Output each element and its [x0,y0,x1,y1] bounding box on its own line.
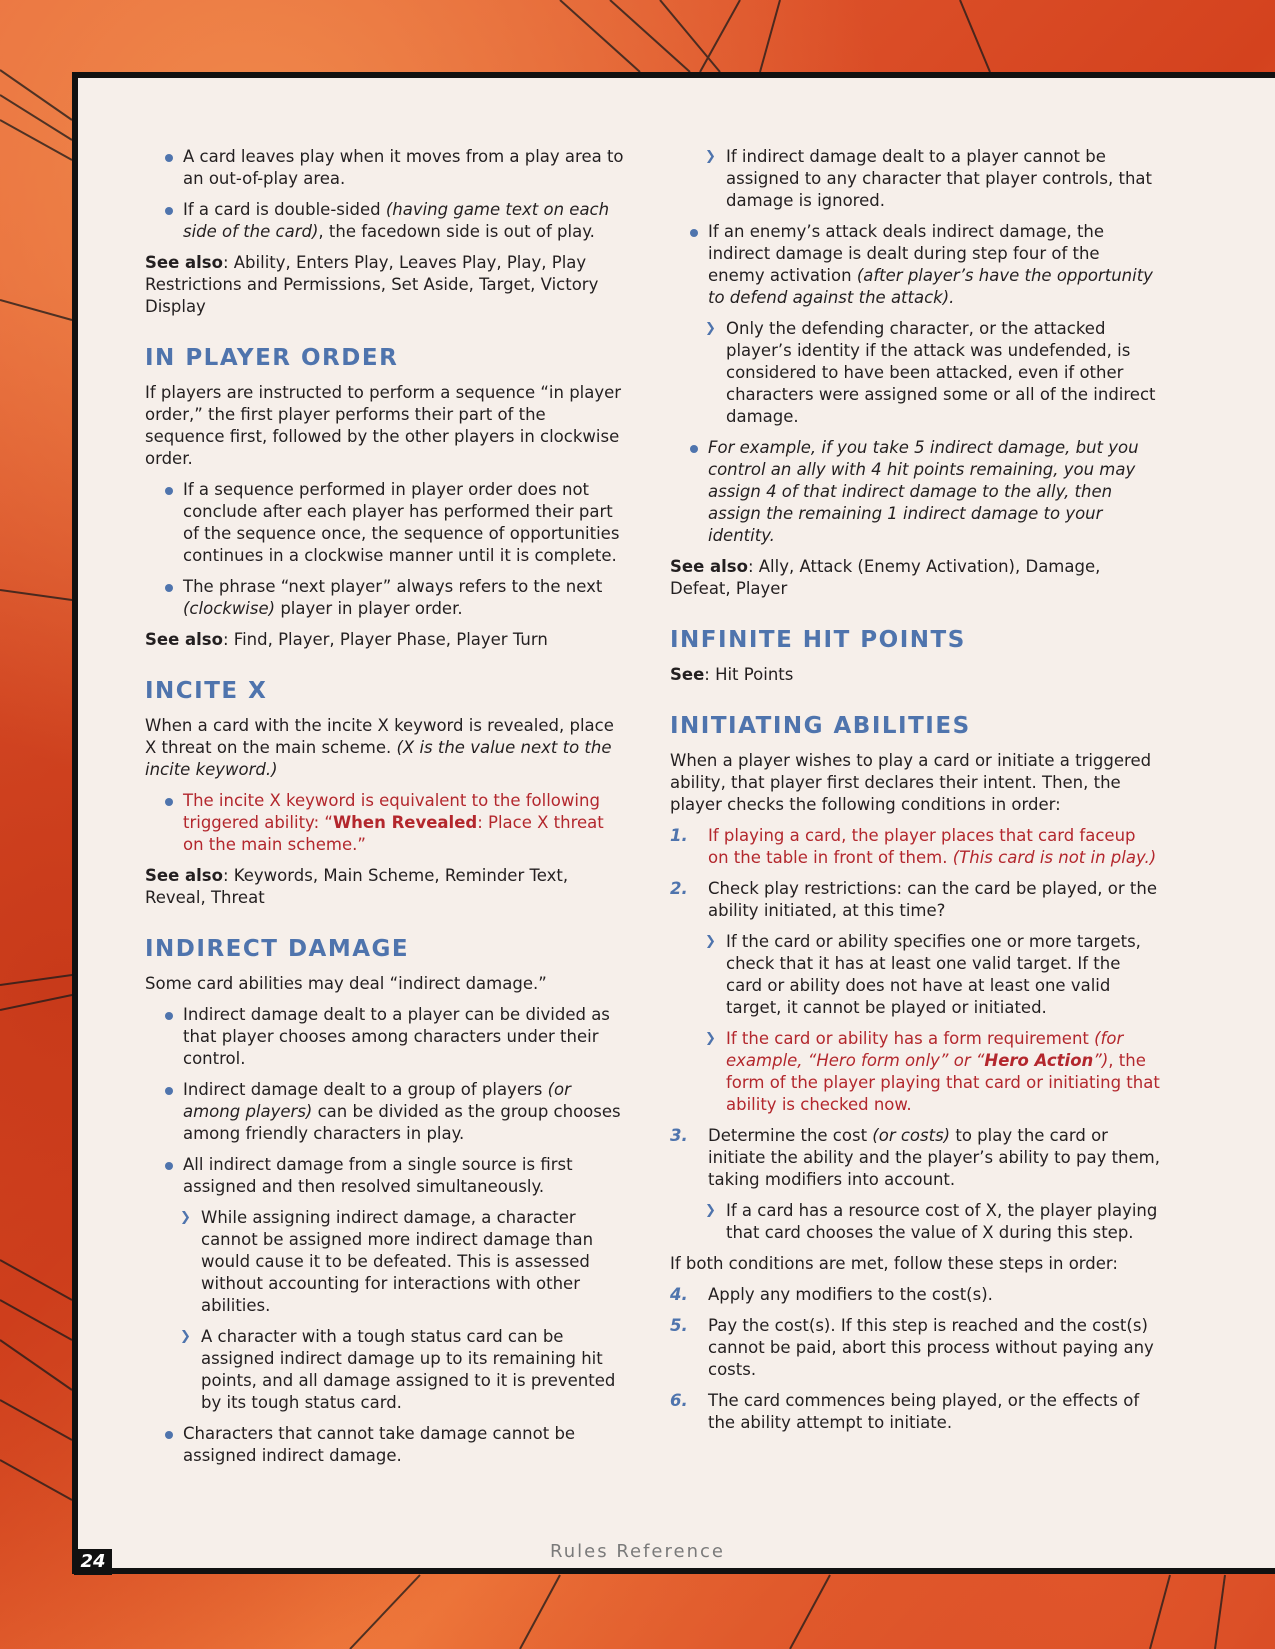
sub-list-item: ❯ If the card or ability has a form requirement (for example, “Hero form only” or “Hero Action”), the form of the player playing that card or initiating that ability is checked now. [705,1029,1160,1114]
sub-list-item: ❯ If indirect damage dealt to a player cannot be assigned to any character that player controls, that damage is ignored. [705,147,1152,210]
section-body: If players are instructed to perform a sequence “in player order,” the first player performs their part of the sequence first, followed by the other players in clockwise order. [145,383,622,468]
section-body: When a card with the incite X keyword is revealed, place X threat on the main scheme. (X is the value next to the incite keyword.) [145,716,614,779]
list-item: Characters that cannot take damage cannot be assigned indirect damage. [145,1423,627,1467]
chevron-right-icon: ❯ [180,1329,191,1344]
chevron-right-icon: ❯ [705,321,716,336]
numbered-step: 3. Determine the cost (or costs) to play the card or initiate the ability and the player’s ability to pay them, taking modifiers into account. [670,1126,1160,1189]
see-also: See also: Find, Player, Player Phase, Player Turn [145,630,548,649]
list-item: A card leaves play when it moves from a play area to an out-of-play area. [145,146,627,190]
section-heading-infinite-hit-points: INFINITE HIT POINTS [670,627,966,653]
numbered-step: 2. Check play restrictions: can the card be played, or the ability initiated, at this time? [670,879,1157,920]
section-heading-in-player-order: IN PLAYER ORDER [145,345,399,371]
sub-list-item: ❯ If a card has a resource cost of X, the player playing that card chooses the value of X during this step. [705,1201,1158,1242]
section-body: If both conditions are met, follow these steps in order: [670,1254,1118,1273]
numbered-step: 5. Pay the cost(s). If this step is reached and the cost(s) cannot be paid, abort this process without paying any costs. [670,1316,1154,1379]
section-body: Some card abilities may deal “indirect damage.” [145,974,547,993]
chevron-right-icon: ❯ [705,934,716,949]
list-item: If a sequence performed in player order does not conclude after each player has performed their part of the sequence once, the sequence of opportunities continues in a clockwise manner until it is complete. [145,479,627,567]
list-item: Indirect damage dealt to a player can be divided as that player chooses among characters under their control. [145,1004,627,1070]
numbered-step: 1. If playing a card, the player places that card faceup on the table in front of them. (This card is not in play.) [670,826,1157,867]
chevron-right-icon: ❯ [705,1031,716,1046]
list-item: The phrase “next player” always refers to the next (clockwise) player in player order. [145,576,627,620]
chevron-right-icon: ❯ [705,149,716,164]
sub-list-item: ❯ A character with a tough status card can be assigned indirect damage up to its remaining hit points, and all damage assigned to it is prevented by its tough status card. [180,1327,616,1412]
section-body: When a player wishes to play a card or initiate a triggered ability, that player first declares their intent. Then, the player checks the following conditions in order: [670,751,1152,814]
list-item: For example, if you take 5 indirect damage, but you control an ally with 4 hit points remaining, you may assign 4 of that indirect damage to the ally, then assign the remaining 1 indirect damage to your identity. [670,437,1160,547]
sub-list-item: ❯ Only the defending character, or the attacked player’s identity if the attack was undefended, is considered to have been attacked, even if other characters were assigned some or all of the indirect damage. [705,319,1156,426]
see-also: See also: Keywords, Main Scheme, Reminder Text, Reveal, Threat [145,866,569,907]
see-reference: See: Hit Points [670,665,794,684]
list-item: If a card is double-sided (having game text on each side of the card), the facedown side is out of play. [145,199,627,243]
list-item: Indirect damage dealt to a group of players (or among players) can be divided as the group chooses among friendly characters in play. [145,1079,627,1145]
list-item: If an enemy’s attack deals indirect damage, the indirect damage is dealt during step four of the enemy activation (after player’s have the opportunity to defend against the attack). [670,221,1160,309]
section-heading-incite-x: INCITE X [145,678,268,704]
numbered-step: 6. The card commences being played, or the effects of the ability attempt to initiate. [670,1391,1140,1432]
chevron-right-icon: ❯ [180,1210,191,1225]
numbered-step: 4. Apply any modifiers to the cost(s). [670,1285,993,1304]
see-also: See also: Ally, Attack (Enemy Activation), Damage, Defeat, Player [670,557,1101,598]
list-item: All indirect damage from a single source is first assigned and then resolved simultaneously. [145,1154,627,1198]
right-column [670,146,1160,1443]
page-number: 24 [74,1549,112,1575]
footer-title: Rules Reference [550,1541,725,1562]
see-also: See also: Ability, Enters Play, Leaves Play, Play, Play Restrictions and Permissions, Set Aside, Target, Victory Display [145,253,599,316]
chevron-right-icon: ❯ [705,1203,716,1218]
sub-list-item: ❯ While assigning indirect damage, a character cannot be assigned more indirect damage than would cause it to be defeated. This is assessed without accounting for interactions with other abilities. [180,1208,594,1315]
left-column [145,146,627,1476]
section-heading-indirect-damage: INDIRECT DAMAGE [145,936,410,962]
section-heading-initiating-abilities: INITIATING ABILITIES [670,713,971,739]
list-item: The incite X keyword is equivalent to the following triggered ability: “When Revealed: Place X threat on the main scheme.” [145,790,627,856]
sub-list-item: ❯ If the card or ability specifies one or more targets, check that it has at least one valid target. If the card or ability does not have at least one valid target, it cannot be played or initiated. [705,932,1141,1017]
